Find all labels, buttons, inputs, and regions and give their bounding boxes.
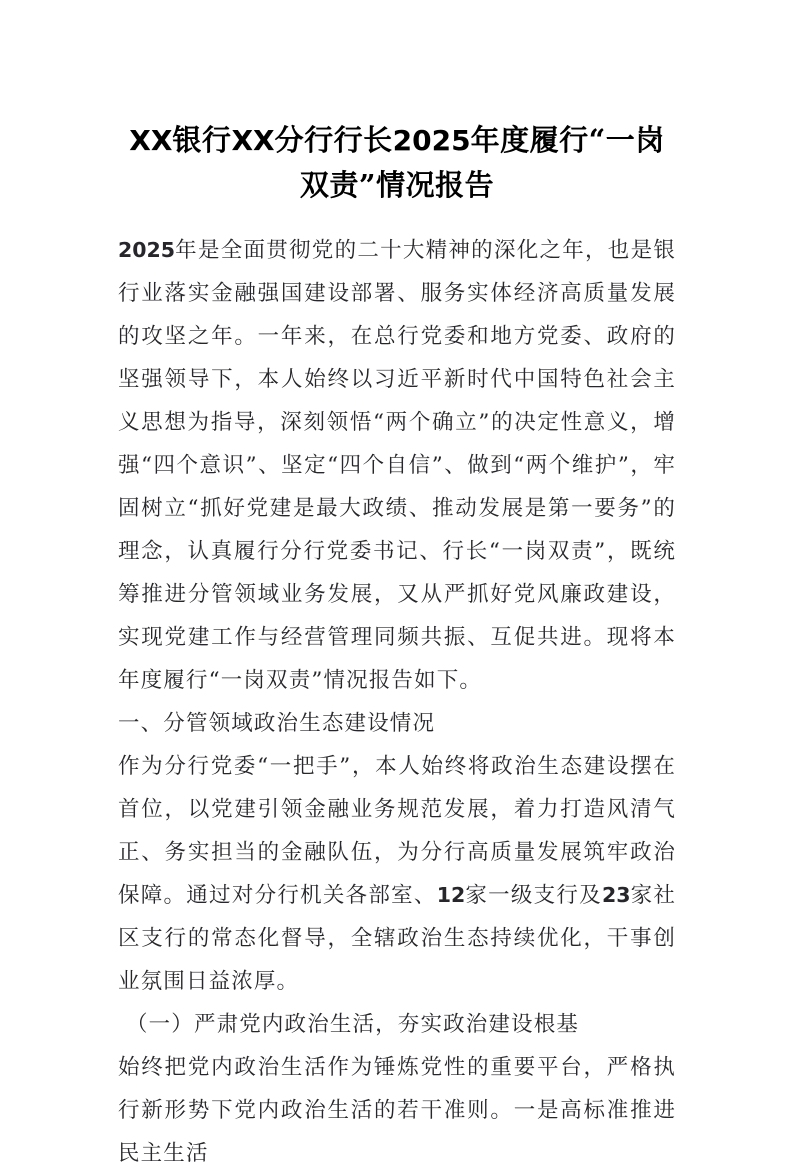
page-title-latin-run-0: XX <box>129 124 173 157</box>
section-1-body-latin-run-3: 23 <box>601 883 631 907</box>
document-content-area <box>118 118 676 1175</box>
page-title-text-run-3: 分行行长 <box>274 123 393 157</box>
section-heading-1-text-run-0: 一、分管领域政治生态建设情况 <box>118 711 436 736</box>
section-1-body-text-run-0: 作为分行党委“一把手”，本人始终将政治生态建设摆在首位，以党建引领金融业务规范发展，着力打造风清气正、务实担当的金融队伍，为分行高质量发展筑牢政治保障。通过对分行机关各部室、 <box>118 754 676 908</box>
section-1-body-text-run-2: 家一级支行及 <box>465 883 602 908</box>
section-heading-1 <box>118 702 676 745</box>
page-title-text-run-5: 年度履行“一岗双责”情况报告 <box>299 123 665 202</box>
intro-paragraph-text-run-1: 年是全面贯彻党的二十大精神的深化之年，也是银行业落实金融强国建设部署、服务实体经济高质量发展的攻坚之年。一年来，在总行党委和地方党委、政府的坚强领导下，本人始终以习近平新时代中国特色社会主义思想为指导，深刻领悟“两个确立”的决定性意义，增强“四个意识”、坚定“四个自信”、做到“两个维护”，牢固树立“抓好党建是最大政绩、推动发展是第一要务”的理念，认真履行分行党委书记、行长“一岗双责”，既统筹推进分管领域业务发展，又从严抓好党风廉政建设，实现党建工作与经营管理同频共振、互促共进。现将本年度履行“一岗双责”情况报告如下。 <box>118 238 676 693</box>
section-1-body-text-run-4: 家社区支行的常态化督导，全辖政治生态持续优化，干事创业氛围日益浓厚。 <box>118 883 676 994</box>
page-title <box>118 118 676 207</box>
page-title-text-run-1: 银行 <box>172 123 232 157</box>
page-title-latin-run-4: 2025 <box>392 124 471 157</box>
subsection-1-1-body <box>118 1046 676 1175</box>
intro-paragraph <box>118 229 676 702</box>
subsection-heading-1-1-text-run-0: （一）严肃党内政治生活，夯实政治建设根基 <box>126 1012 580 1037</box>
intro-paragraph-latin-run-0: 2025 <box>118 238 176 262</box>
subsection-1-1-body-text-run-0: 始终把党内政治生活作为锤炼党性的重要平台，严格执行新形势下党内政治生活的若干准则。一是高标准推进民主生活 <box>118 1055 676 1166</box>
subsection-heading-1-1 <box>118 1003 676 1046</box>
page-title-latin-run-2: XX <box>231 124 275 157</box>
section-1-body <box>118 745 676 1003</box>
document-body <box>118 229 676 1175</box>
section-1-body-latin-run-1: 12 <box>436 883 466 907</box>
